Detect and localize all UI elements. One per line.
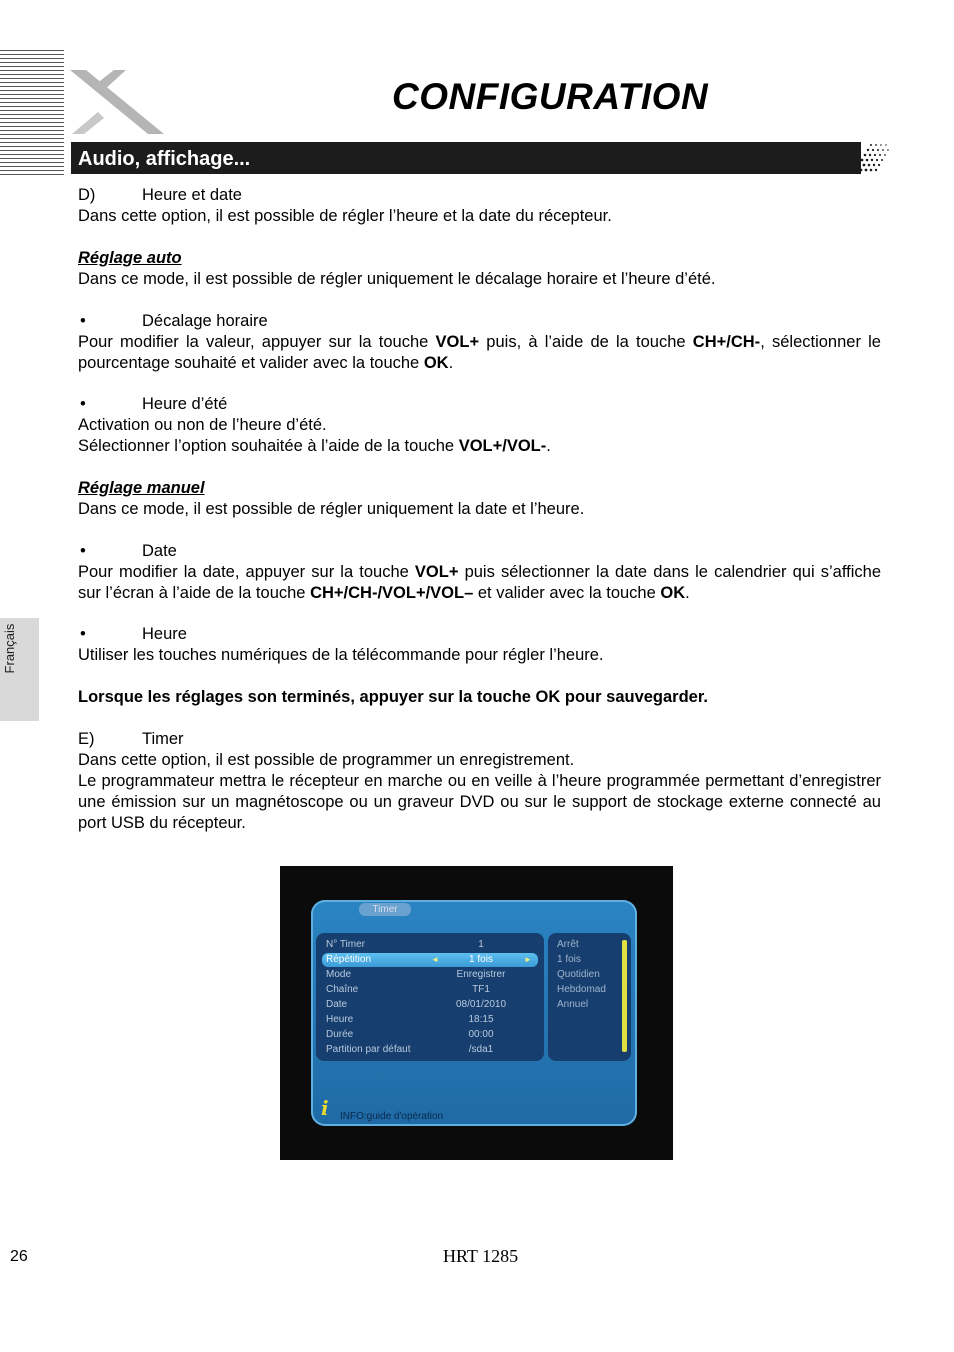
bullet-icon: •	[80, 625, 86, 643]
text-run: Sélectionner l’option souhaitée à l’aide de la touche	[78, 437, 459, 455]
page-number: 26	[10, 1248, 28, 1265]
heading-d-letter: D)	[78, 186, 96, 204]
osd-option: Quotidien	[557, 969, 600, 980]
heading-e-text: Timer	[142, 730, 184, 748]
bullet-ete	[78, 394, 881, 415]
bullet-heure	[78, 624, 881, 645]
text-run: Pour modifier la date, appuyer sur la touche	[78, 563, 415, 581]
osd-row-label: Date	[326, 999, 348, 1010]
osd-row-label: Heure	[326, 1014, 354, 1025]
arrow-right-icon: ►	[524, 955, 532, 964]
section-dots-decoration	[848, 142, 892, 174]
manuel-intro: Dans ce mode, il est possible de régler uniquement la date et l’heure.	[78, 500, 585, 518]
osd-row-label: Répétition	[326, 954, 372, 965]
brand-logo	[66, 68, 170, 138]
section-title: Audio, affichage...	[78, 148, 251, 170]
d-intro: Dans cette option, il est possible de régler l’heure et la date du récepteur.	[78, 207, 612, 225]
footer-model: HRT 1285	[443, 1246, 519, 1266]
text-run: , sélectionner le pourcentage souhaité et valider avec la touche	[78, 333, 881, 372]
key-vol-plus: VOL+	[435, 333, 480, 351]
osd-row-label: Mode	[326, 969, 352, 980]
text-run: et valider avec la touche	[473, 584, 661, 602]
bullet-decalage-label: Décalage horaire	[142, 312, 268, 330]
text-run: .	[685, 584, 690, 602]
save-note: Lorsque les réglages son terminés, appuyer sur la touche OK pour sauvegarder.	[78, 688, 708, 706]
osd-row-value: 1 fois	[469, 954, 493, 965]
bullet-icon: •	[80, 312, 86, 330]
auto-heading: Réglage auto	[78, 249, 182, 267]
text-run: .	[546, 437, 551, 455]
bullet-icon: •	[80, 542, 86, 560]
osd-option: Hebdomad	[557, 984, 606, 995]
bullet-icon: •	[80, 395, 86, 413]
arrow-left-icon: ◄	[431, 955, 439, 964]
decorative-stripes	[0, 50, 64, 178]
osd-row-label: Durée	[326, 1029, 354, 1040]
osd-row-value: 00:00	[468, 1029, 494, 1040]
heading-e	[78, 729, 881, 750]
osd-info-text: INFO:guide d'opération	[340, 1111, 444, 1122]
auto-intro: Dans ce mode, il est possible de régler uniquement le décalage horaire et l’heure d’été.	[78, 270, 716, 288]
osd-options-list	[548, 933, 631, 1061]
e-line1: Dans cette option, il est possible de programmer un enregistrement.	[78, 751, 575, 769]
osd-row-label: Partition par défaut	[326, 1044, 411, 1055]
ete-line1: Activation ou non de l’heure d’été.	[78, 416, 327, 434]
text-run: .	[448, 354, 454, 372]
decalage-text	[78, 332, 881, 374]
osd-row-value: /sda1	[468, 1044, 494, 1055]
bullet-date-label: Date	[142, 542, 177, 560]
language-tab-label: Français	[2, 623, 17, 674]
bullet-heure-label: Heure	[142, 625, 187, 643]
text-run: Pour modifier la valeur, appuyer sur la touche	[78, 333, 436, 351]
heading-e-letter: E)	[78, 730, 95, 748]
osd-scrollbar	[622, 940, 627, 1052]
osd-row-value: 18:15	[468, 1014, 494, 1025]
osd-option: Annuel	[557, 999, 589, 1010]
osd-row-value: 08/01/2010	[455, 999, 507, 1010]
text-run: puis sélectionner la date dans le calendrier qui s’affiche sur l’écran à l’aide de la touche	[78, 563, 881, 602]
info-icon: i	[321, 1096, 329, 1120]
heure-text: Utiliser les touches numériques de la télécommande pour régler l’heure.	[78, 646, 604, 664]
osd-row-label: N° Timer	[326, 939, 365, 950]
key-ok: OK	[660, 584, 686, 602]
key-vol-plus: VOL+	[414, 563, 459, 581]
bullet-date	[78, 541, 881, 562]
osd-row-value: 1	[478, 939, 484, 950]
date-text	[78, 562, 881, 604]
ete-line2	[78, 436, 881, 457]
bullet-ete-label: Heure d’été	[142, 395, 228, 413]
key-vol: VOL+/VOL-	[458, 437, 547, 455]
key-ch: CH+/CH-	[692, 333, 761, 351]
osd-option: Arrêt	[557, 939, 579, 950]
bullet-decalage	[78, 311, 881, 332]
osd-row-value: TF1	[472, 984, 490, 995]
text-run: puis, à l’aide de la touche	[479, 333, 693, 351]
osd-row-value: Enregistrer	[456, 969, 506, 980]
osd-tab: Timer	[359, 903, 411, 916]
manuel-heading: Réglage manuel	[78, 479, 205, 497]
osd-row-label: Chaîne	[326, 984, 359, 995]
page-title: CONFIGURATION	[392, 76, 709, 117]
osd-option: 1 fois	[557, 954, 581, 965]
key-ok: OK	[423, 354, 449, 372]
heading-d-text: Heure et date	[142, 186, 242, 204]
e-paragraph: Le programmateur mettra le récepteur en marche ou en veille à l’heure programmée permettant d’enregistrer une émission sur un magnétoscope ou un graveur DVD ou sur le support de stockage externe connecté au port USB du récepteur.	[78, 772, 881, 832]
key-ch-vol: CH+/CH-/VOL+/VOL–	[310, 584, 474, 602]
heading-d	[78, 185, 881, 206]
